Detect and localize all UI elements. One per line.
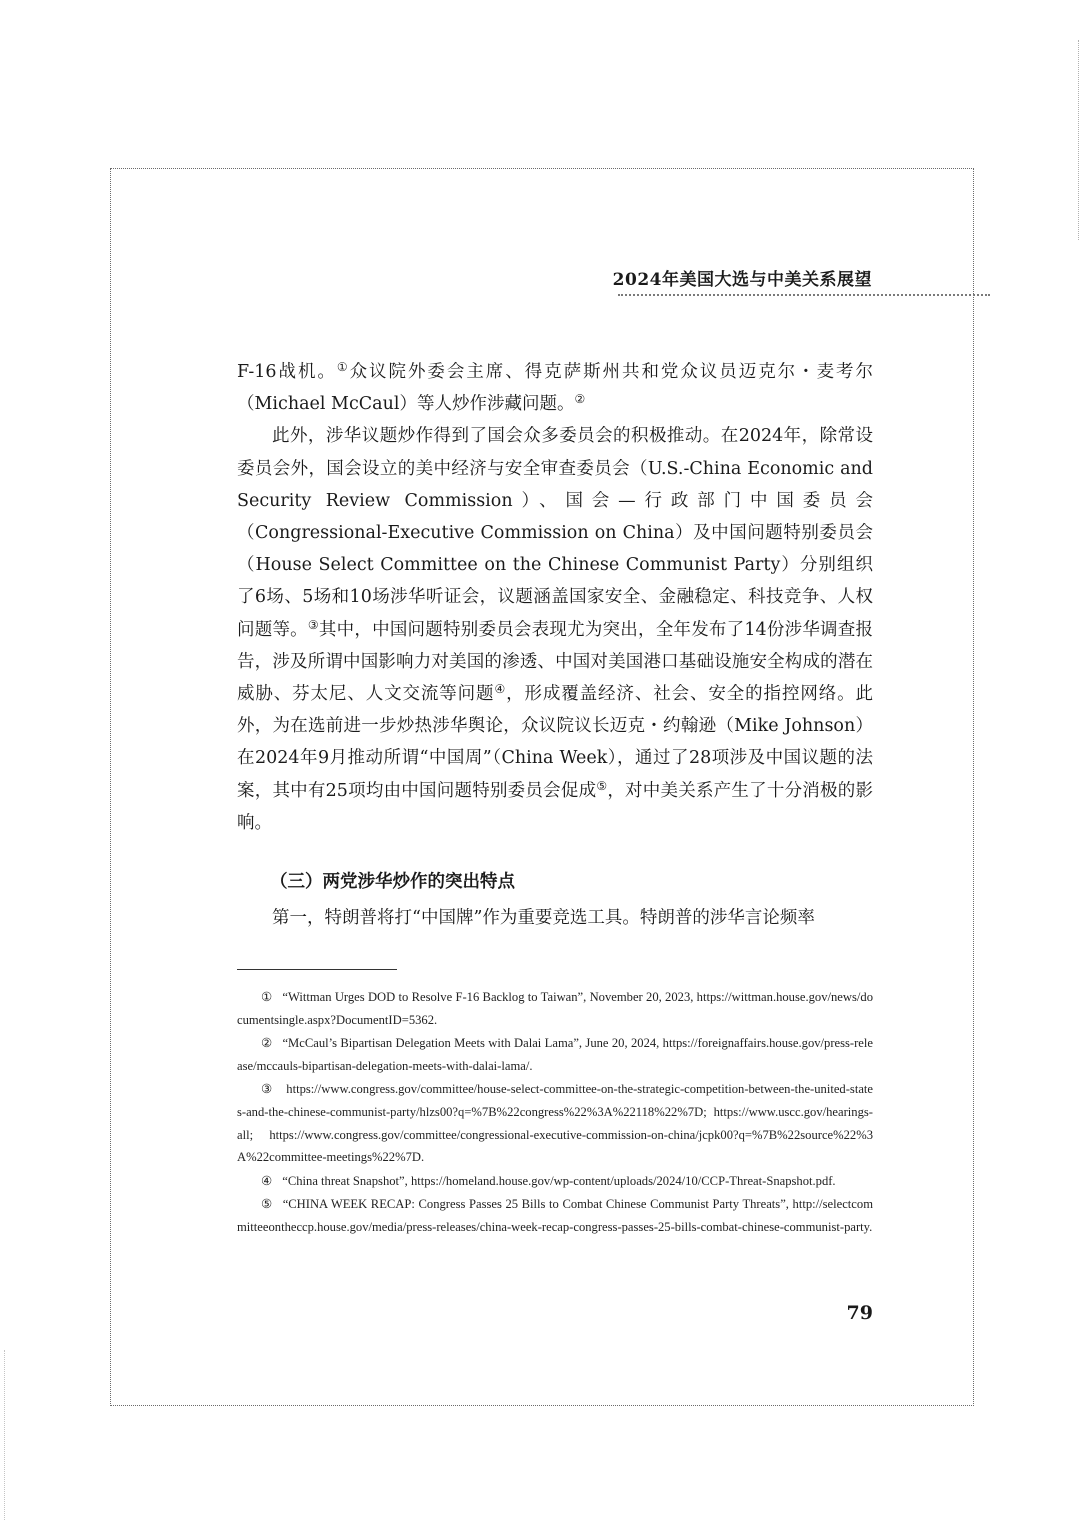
footnote-text[interactable]: “McCaul’s Bipartisan Delegation Meets with Dalai Lama”, June 20, 2024, https://foreignaffairs.house.gov/press-release/mccauls-bipartisan-delegation-meets-with-dalai-lama/. xyxy=(237,1036,873,1073)
scan-edge-mark xyxy=(4,1350,5,1520)
footnote xyxy=(237,1170,873,1193)
footnote-ref[interactable]: ② xyxy=(574,392,586,407)
footnote-mark: ⑤ xyxy=(260,1197,273,1212)
footnote-text[interactable]: https://www.congress.gov/committee/house-select-committee-on-the-strategic-competition-between-the-united-states-and-the-chinese-communist-party/hlzs00?q=%7B%22congress%22%3A%22118%22%7D; https://www.uscc.gov/hearings-all; https://www.congress.gov/committee/congressional-executive-commission-on-china/jcpk00?q=%7B%22source%22%3A%22committee-meetings%22%7D. xyxy=(237,1082,873,1165)
paragraph-text: ，对中美关系产生了十分消极的影响。 xyxy=(237,780,873,833)
page-number: 79 xyxy=(846,1302,873,1324)
footnote xyxy=(237,1193,873,1238)
running-header: 2024年美国大选与中美关系展望 xyxy=(612,270,872,290)
footnote xyxy=(237,1032,873,1077)
footnote-rule xyxy=(237,969,397,970)
footnote-text[interactable]: “China threat Snapshot”, https://homeland.house.gov/wp-content/uploads/2024/10/CCP-Threat-Snapshot.pdf. xyxy=(282,1173,836,1188)
footnote-mark: ④ xyxy=(260,1173,273,1188)
footnote-ref[interactable]: ④ xyxy=(494,682,507,697)
footnote-mark: ① xyxy=(260,990,273,1004)
paragraph-text: ，形成覆盖经济、社会、安全的指控网络。此外，为在选前进一步炒热涉华舆论，众议院议长迈克・约翰逊（Mike Johnson）在2024年9月推动所谓“中国周”（China Week），通过了28项涉及中国议题的法案，其中有25项均由中国问题特别委员会促成 xyxy=(237,684,874,801)
section-heading: （三）两党涉华炒作的突出特点 xyxy=(270,872,515,892)
paragraph-text: 其中，中国问题特别委员会表现尤为突出，全年发布了14份涉华调查报告，涉及所谓中国影响力对美国的渗透、中国对美国港口基础设施安全构成的潜在威胁、芬太尼、人文交流等问题 xyxy=(237,619,874,705)
footnote-mark: ② xyxy=(260,1036,273,1051)
paragraph xyxy=(237,356,873,420)
paragraph-text: 此外，涉华议题炒作得到了国会众多委员会的积极推动。在2024年，除常设委员会外，国会设立的美中经济与安全审查委员会（U.S.-China Economic and Security Review Commission）、国会—行政部门中国委员会（Congressional-Executive Commission on China）及中国问题特别委员会（House Select Committee on the Chinese Communist Party）分别组织了6场、5场和10场涉华听证会，议题涵盖国家安全、金融稳定、科技竞争、人权问题等。 xyxy=(237,426,873,640)
section-first-line: 第一，特朗普将打“中国牌”作为重要竞选工具。特朗普的涉华言论频率 xyxy=(272,908,815,928)
footnote xyxy=(237,986,873,1031)
paragraph-text: F-16战机。 xyxy=(237,362,337,382)
header-rule xyxy=(618,294,990,296)
footnotes xyxy=(237,986,873,1240)
footnote-ref[interactable]: ③ xyxy=(307,617,319,632)
footnote-text[interactable]: “Wittman Urges DOD to Resolve F-16 Backlog to Taiwan”, November 20, 2023, https://wittman.house.gov/news/documentsingle.aspx?DocumentID=5362. xyxy=(237,990,873,1027)
paragraph xyxy=(237,420,873,839)
footnote-ref[interactable]: ⑤ xyxy=(596,778,608,793)
footnote xyxy=(237,1078,873,1168)
body-text xyxy=(237,356,873,839)
footnote-text[interactable]: “CHINA WEEK RECAP: Congress Passes 25 Bills to Combat Chinese Communist Party Threats”, http://selectcommitteeontheccp.house.gov/media/press-releases/china-week-recap-congress-passes-25-bills-combat-chinese-communist-party. xyxy=(237,1197,873,1234)
paragraph-text: 众议院外委会主席、得克萨斯州共和党众议员迈克尔・麦考尔（Michael McCaul）等人炒作涉藏问题。 xyxy=(237,362,873,415)
footnote-mark: ③ xyxy=(260,1082,277,1097)
scan-edge-mark xyxy=(1078,40,1079,240)
footnote-ref[interactable]: ① xyxy=(336,360,350,374)
